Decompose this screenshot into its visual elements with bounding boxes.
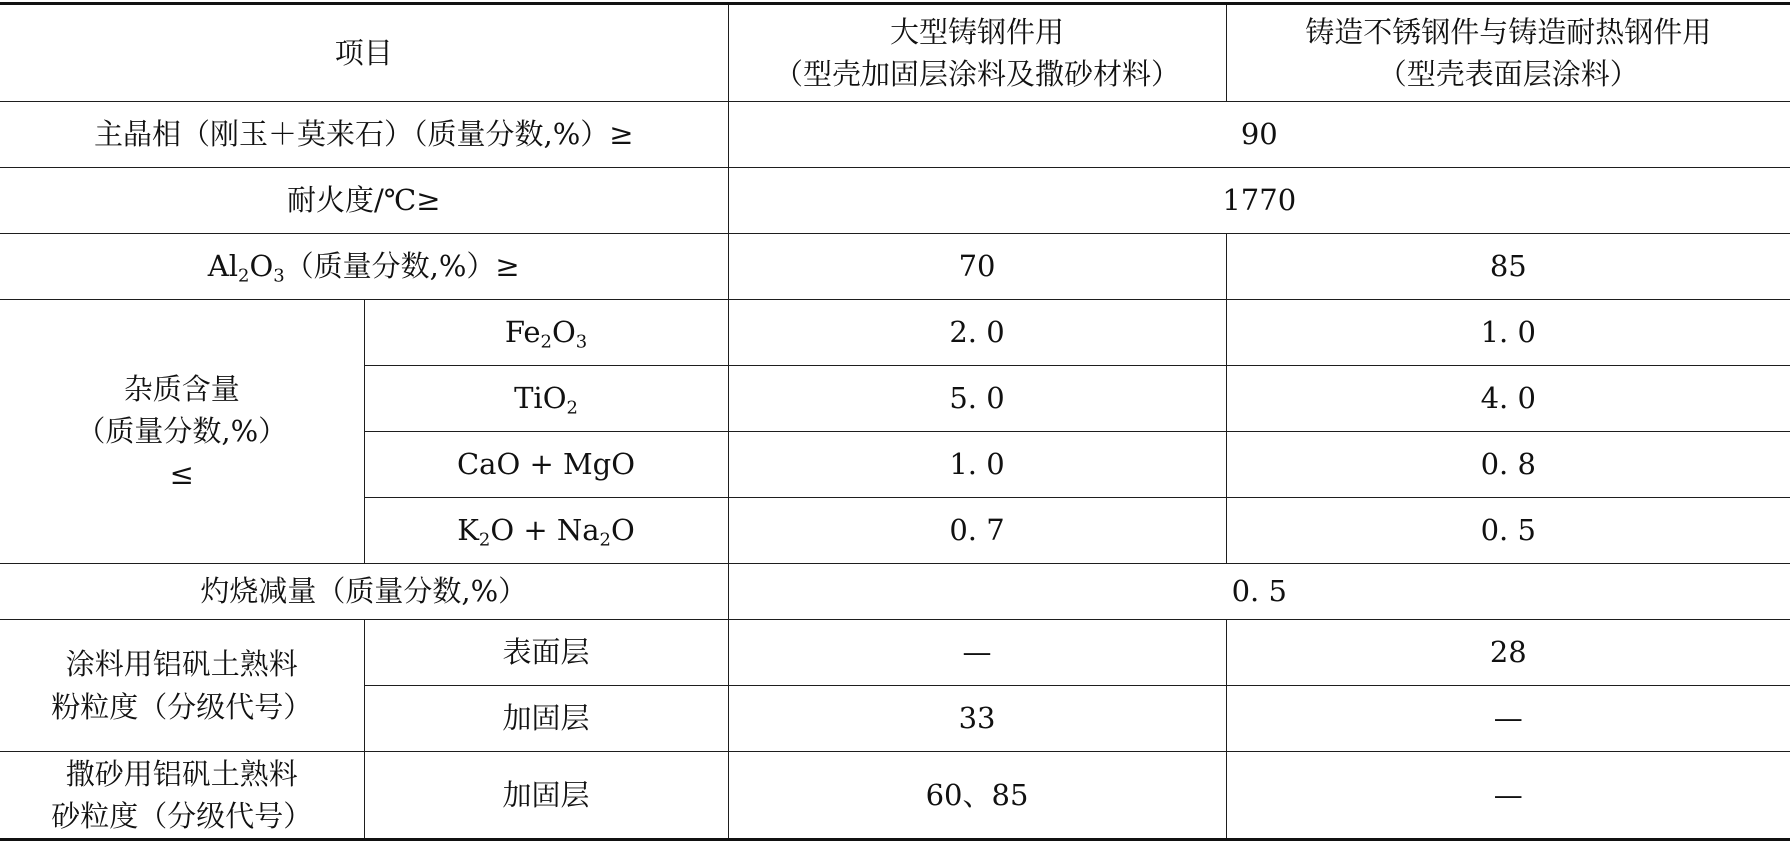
impurity-label-line2: （质量分数,%）: [76, 414, 288, 449]
header-col2-line2: （型壳表面层涂料）: [1377, 57, 1639, 91]
row-al2o3: [0, 234, 1790, 300]
na2o-text-c: O: [610, 513, 635, 548]
fe2o3-text-a: Fe: [504, 315, 541, 350]
coating-backup-col2: —: [1226, 686, 1790, 752]
coating-powder-label-line2: 粉粒度（分级代号）: [51, 689, 313, 724]
impurity-fe2o3-col2: 1. 0: [1226, 300, 1790, 366]
main-phase-value: 90: [728, 102, 1790, 168]
row-impurity-fe2o3: [0, 300, 1790, 366]
row-stucco-backup: [0, 752, 1790, 840]
header-large-steel-castings: [728, 4, 1226, 102]
impurity-label-line1: 杂质含量: [123, 372, 240, 407]
coating-powder-label-line1: 涂料用铝矾土熟料: [65, 647, 298, 682]
tio2-text-a: TiO: [514, 381, 567, 416]
coating-powder-label: [0, 620, 364, 752]
stucco-sand-label-line1: 撒砂用铝矾土熟料: [65, 756, 298, 791]
al2o3-text-b: O: [249, 249, 274, 284]
header-col1-line2: （型壳加固层涂料及撒砂材料）: [774, 57, 1181, 91]
header-col2-line1: 铸造不锈钢件与铸造耐热钢件用: [1305, 14, 1712, 49]
impurity-fe2o3-col1: 2. 0: [728, 300, 1226, 366]
al2o3-text-a: Al: [207, 249, 238, 284]
impurity-tio2-name: [364, 366, 728, 432]
impurity-fe2o3-name: [364, 300, 728, 366]
al2o3-label: [0, 234, 728, 300]
impurity-k2o-na2o-col1: 0. 7: [728, 498, 1226, 564]
al2o3-col1: 70: [728, 234, 1226, 300]
k2o-text-a: K: [457, 513, 479, 548]
stucco-backup-col2: —: [1226, 752, 1790, 840]
tio2-sub1: 2: [566, 397, 578, 419]
impurity-tio2-col1: 5. 0: [728, 366, 1226, 432]
header-col1-line1: 大型铸钢件用: [890, 14, 1065, 49]
al2o3-text-rest: （质量分数,%）≥: [284, 249, 520, 284]
fe2o3-sub1: 2: [540, 331, 552, 353]
stucco-backup-col1: 60、85: [728, 752, 1226, 840]
stucco-backup-name: 加固层: [364, 752, 728, 840]
material-spec-table: [0, 2, 1790, 841]
coating-backup-name: 加固层: [364, 686, 728, 752]
row-ignition-loss: [0, 564, 1790, 620]
fe2o3-text-b: O: [551, 315, 576, 350]
al2o3-col2: 85: [1226, 234, 1790, 300]
stucco-sand-label-line2: 砂粒度（分级代号）: [51, 799, 313, 833]
na2o-sub2: 2: [599, 529, 611, 551]
coating-surface-col1: —: [728, 620, 1226, 686]
row-refractoriness: [0, 168, 1790, 234]
impurity-label: [0, 300, 364, 564]
k2o-text-b: O + Na: [490, 513, 600, 548]
main-phase-label: 主晶相（刚玉＋莫来石）（质量分数,%）≥: [0, 102, 728, 168]
k2o-sub1: 2: [478, 529, 491, 551]
row-main-phase: [0, 102, 1790, 168]
impurity-cao-mgo-col2: 0. 8: [1226, 432, 1790, 498]
impurity-cao-mgo-col1: 1. 0: [728, 432, 1226, 498]
impurity-cao-mgo-name: CaO + MgO: [364, 432, 728, 498]
coating-backup-col1: 33: [728, 686, 1226, 752]
header-stainless-heat-resistant: [1226, 4, 1790, 102]
coating-surface-name: 表面层: [364, 620, 728, 686]
refractoriness-value: 1770: [728, 168, 1790, 234]
fe2o3-sub2: 3: [575, 331, 588, 353]
impurity-k2o-na2o-name: [364, 498, 728, 564]
header-row: [0, 4, 1790, 102]
al2o3-sub1: 2: [238, 265, 250, 287]
impurity-k2o-na2o-col2: 0. 5: [1226, 498, 1790, 564]
ignition-loss-value: 0. 5: [728, 564, 1790, 620]
al2o3-sub2: 3: [273, 265, 285, 287]
header-item: 项目: [0, 4, 728, 102]
refractoriness-label: 耐火度/℃≥: [0, 168, 728, 234]
impurity-tio2-col2: 4. 0: [1226, 366, 1790, 432]
row-coating-surface: [0, 620, 1790, 686]
impurity-label-line3: ≤: [169, 456, 194, 491]
coating-surface-col2: 28: [1226, 620, 1790, 686]
stucco-sand-label: [0, 752, 364, 840]
ignition-loss-label: 灼烧减量（质量分数,%）: [0, 564, 728, 620]
